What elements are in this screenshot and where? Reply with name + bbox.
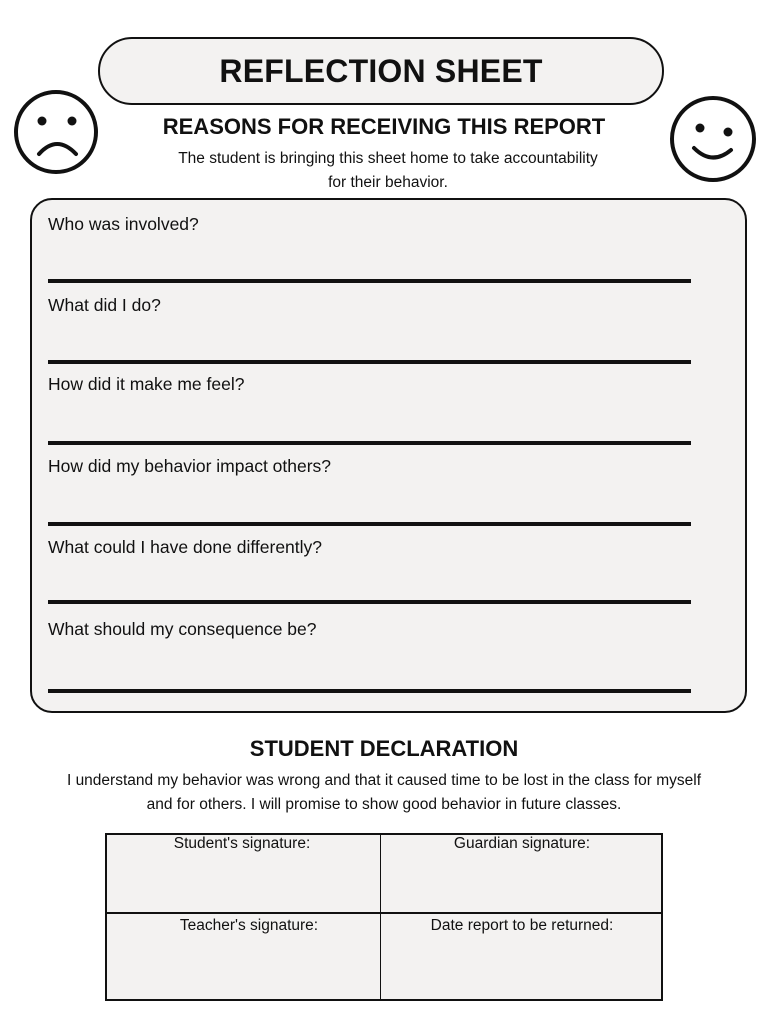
intro-line-1: The student is bringing this sheet home to take accountability [178,150,598,167]
title-banner [98,37,664,105]
declaration-line-2: and for others. I will promise to show good behavior in future classes. [146,796,622,813]
student-signature-cell[interactable] [107,835,377,912]
page-title: REFLECTION SHEET [219,52,543,89]
date-returned-label: Date report to be returned: [430,917,614,934]
signature-table [105,833,663,1001]
teacher-signature-label: Teacher's signature: [179,917,319,934]
section-subtitle: REASONS FOR RECEIVING THIS REPORT [162,114,606,139]
answer-line-done-differently[interactable] [48,600,691,604]
declaration-title: STUDENT DECLARATION [249,736,519,761]
question-who-involved: Who was involved? [48,214,199,234]
answer-line-what-did-i-do[interactable] [48,360,691,364]
question-impact-others: How did my behavior impact others? [48,456,332,476]
intro-text [130,147,646,195]
answer-line-impact-others[interactable] [48,522,691,526]
intro-line-2: for their behavior. [328,174,448,191]
declaration-line-1: I understand my behavior was wrong and that it caused time to be lost in the class for myself [66,772,702,789]
question-how-feel: How did it make me feel? [48,374,245,394]
date-returned-cell[interactable] [381,917,663,1001]
question-consequence: What should my consequence be? [48,619,317,639]
answer-line-who-involved[interactable] [48,279,691,283]
guardian-signature-cell[interactable] [381,835,663,912]
student-signature-label: Student's signature: [173,835,311,852]
declaration-text [20,769,748,817]
teacher-signature-cell[interactable] [107,917,391,1001]
guardian-signature-label: Guardian signature: [453,835,591,852]
answer-line-consequence[interactable] [48,689,691,693]
signature-table-divider-horizontal [107,912,661,914]
answer-line-how-feel[interactable] [48,441,691,445]
question-what-did-i-do: What did I do? [48,295,161,315]
question-done-differently: What could I have done differently? [48,537,323,557]
